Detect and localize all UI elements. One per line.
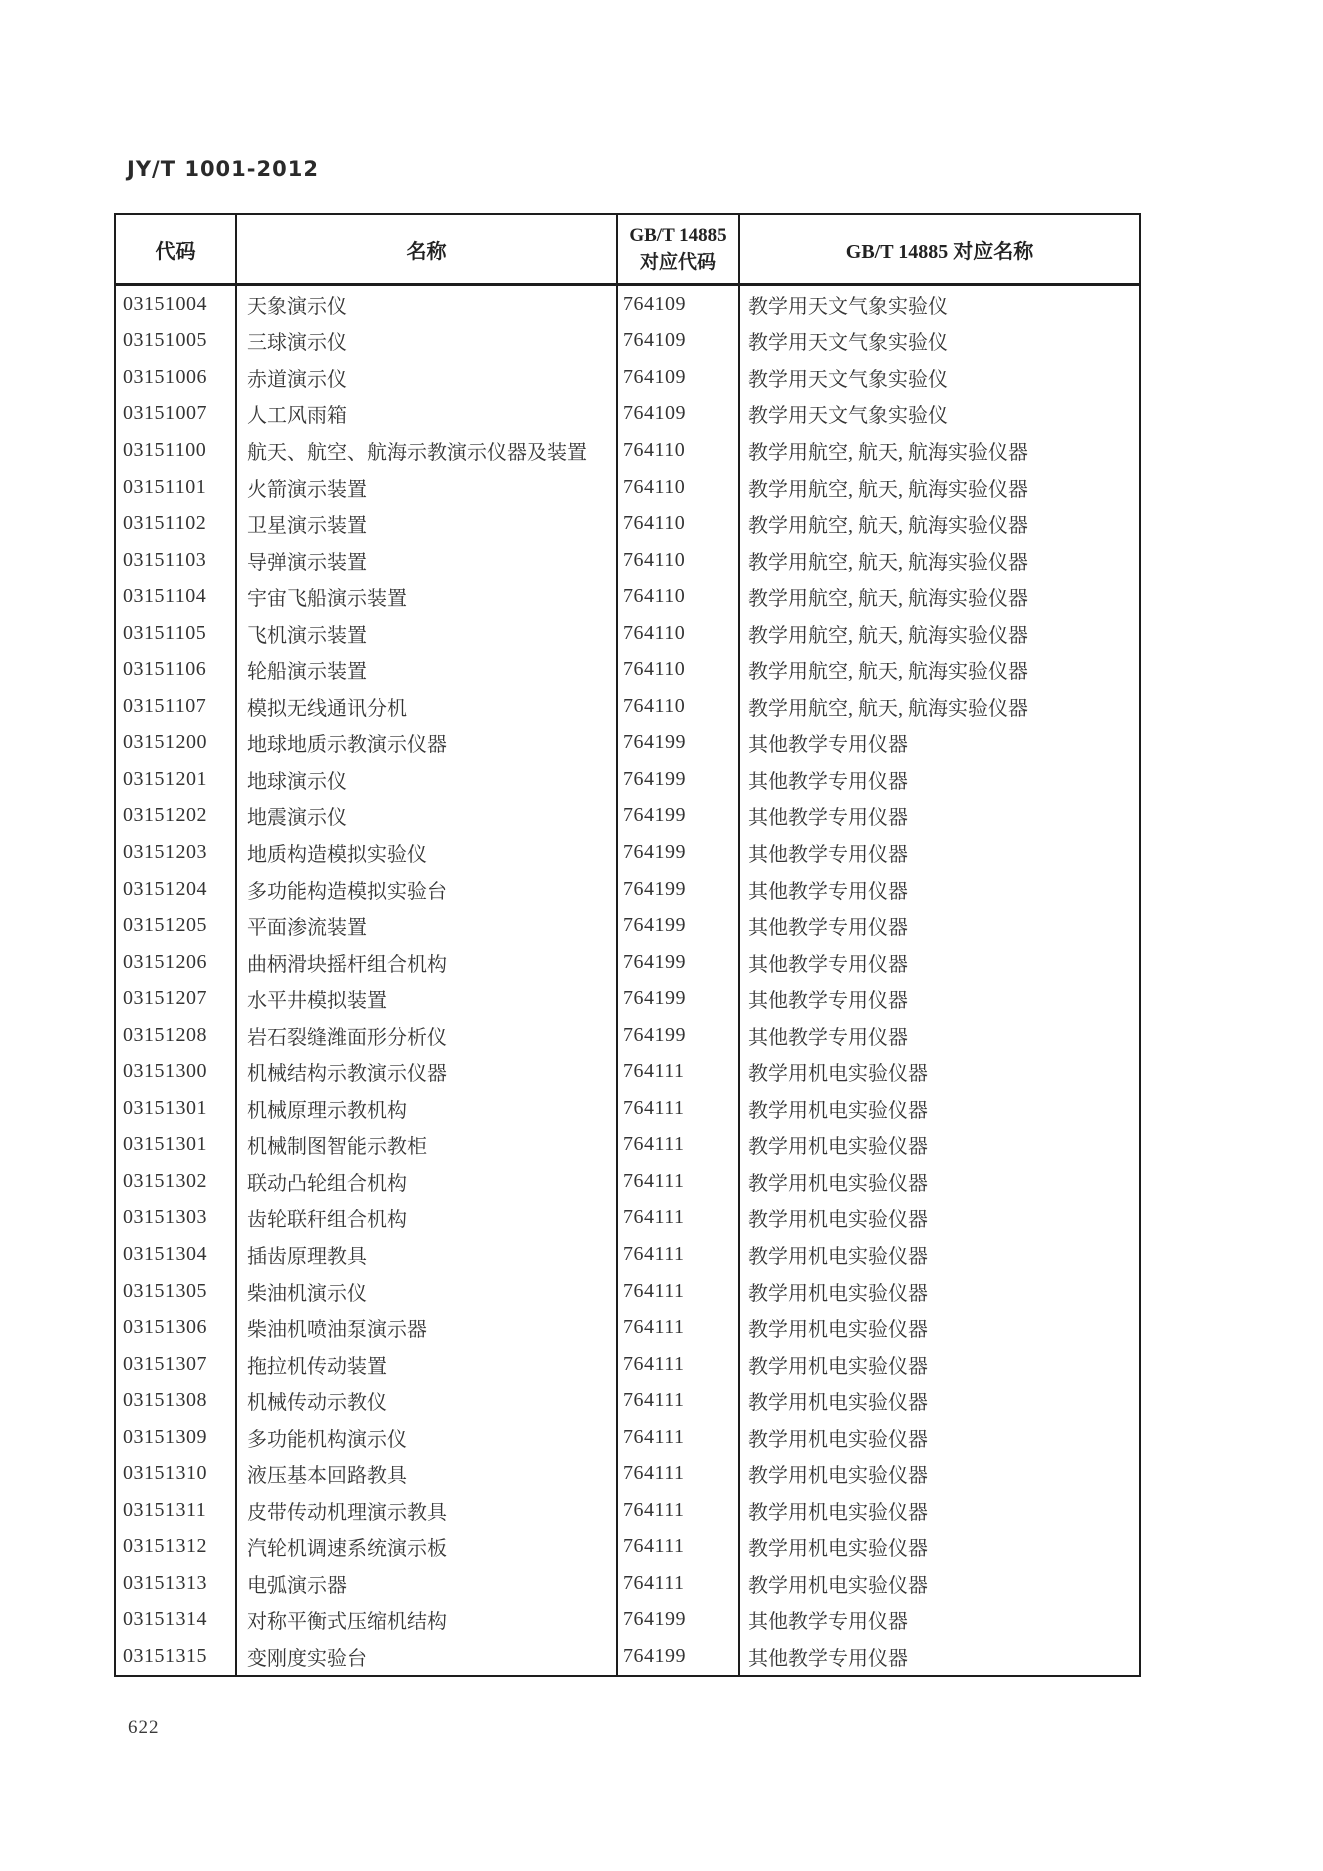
cell-gbt-code: 764111	[618, 1382, 740, 1419]
cell-gbt-name: 教学用航空, 航天, 航海实验仪器	[748, 661, 1028, 684]
cell-name: 皮带传动机理演示教具	[237, 1492, 618, 1529]
cell-gbt-name: 教学用机电实验仪器	[748, 1099, 928, 1122]
cell-name: 导弹演示装置	[237, 542, 618, 579]
cell-gbt-name: 教学用机电实验仪器	[748, 1172, 928, 1195]
cell-name: 机械制图智能示教柜	[237, 1127, 618, 1164]
table-row	[116, 505, 1139, 542]
cell-code: 03151315	[116, 1638, 237, 1675]
table-row	[116, 1456, 1139, 1493]
cell-code: 03151307	[116, 1346, 237, 1383]
cell-code: 03151304	[116, 1236, 237, 1273]
cell-gbt-name: 教学用机电实验仪器	[748, 1538, 928, 1561]
cell-name: 模拟无线通讯分机	[237, 688, 618, 725]
cell-gbt-code: 764109	[618, 359, 740, 396]
cell-gbt-name: 其他教学专用仪器	[748, 843, 908, 866]
table-row	[116, 1200, 1139, 1237]
cell-code: 03151100	[116, 432, 237, 469]
cell-gbt-name: 其他教学专用仪器	[748, 953, 908, 976]
cell-gbt-code: 764199	[618, 907, 740, 944]
cell-gbt-code: 764110	[618, 432, 740, 469]
cell-code: 03151314	[116, 1602, 237, 1639]
cell-code: 03151301	[116, 1127, 237, 1164]
cell-gbt-name: 教学用机电实验仪器	[748, 1209, 928, 1232]
cell-code: 03151006	[116, 359, 237, 396]
cell-code: 03151301	[116, 1090, 237, 1127]
cell-gbt-name: 教学用机电实验仪器	[748, 1465, 928, 1488]
cell-name: 卫星演示装置	[237, 505, 618, 542]
cell-name: 水平井模拟装置	[237, 980, 618, 1017]
cell-gbt-name: 教学用机电实验仪器	[748, 1392, 928, 1415]
cell-gbt-code: 764111	[618, 1200, 740, 1237]
table-row	[116, 725, 1139, 762]
cell-code: 03151005	[116, 323, 237, 360]
table-row	[116, 798, 1139, 835]
cell-code: 03151007	[116, 396, 237, 433]
cell-gbt-code: 764111	[618, 1346, 740, 1383]
table-row	[116, 1090, 1139, 1127]
cell-gbt-name: 教学用机电实验仪器	[748, 1136, 928, 1159]
cell-name: 岩石裂缝潍面形分析仪	[237, 1017, 618, 1054]
cell-gbt-name: 教学用天文气象实验仪	[748, 295, 948, 318]
cell-code: 03151205	[116, 907, 237, 944]
table-row	[116, 651, 1139, 688]
cell-name: 天象演示仪	[237, 286, 618, 323]
cell-code: 03151102	[116, 505, 237, 542]
cell-gbt-name: 教学用机电实验仪器	[748, 1428, 928, 1451]
cell-gbt-code: 764110	[618, 651, 740, 688]
table-rows	[116, 286, 1139, 1675]
table-row	[116, 907, 1139, 944]
cell-gbt-code: 764111	[618, 1456, 740, 1493]
cell-name: 三球演示仪	[237, 323, 618, 360]
cell-code: 03151203	[116, 834, 237, 871]
table-row	[116, 396, 1139, 433]
cell-gbt-code: 764110	[618, 615, 740, 652]
header-gbt-code	[618, 215, 740, 283]
cell-gbt-code: 764111	[618, 1419, 740, 1456]
table-row	[116, 578, 1139, 615]
cell-gbt-name: 教学用机电实验仪器	[748, 1282, 928, 1305]
cell-name: 飞机演示装置	[237, 615, 618, 652]
cell-gbt-code: 764199	[618, 871, 740, 908]
cell-code: 03151202	[116, 798, 237, 835]
cell-gbt-code: 764199	[618, 1602, 740, 1639]
table-row	[116, 1017, 1139, 1054]
cell-name: 地球演示仪	[237, 761, 618, 798]
cell-gbt-code: 764199	[618, 798, 740, 835]
cell-gbt-name: 教学用天文气象实验仪	[748, 368, 948, 391]
cell-name: 火箭演示装置	[237, 469, 618, 506]
cell-gbt-code: 764111	[618, 1565, 740, 1602]
table-row	[116, 1309, 1139, 1346]
cell-code: 03151305	[116, 1273, 237, 1310]
table-row	[116, 1419, 1139, 1456]
cell-gbt-name: 其他教学专用仪器	[748, 880, 908, 903]
cell-gbt-code: 764110	[618, 578, 740, 615]
cell-name: 液压基本回路教具	[237, 1456, 618, 1493]
cell-code: 03151310	[116, 1456, 237, 1493]
cell-gbt-name: 其他教学专用仪器	[748, 917, 908, 940]
cell-gbt-code: 764111	[618, 1529, 740, 1566]
table-row	[116, 1529, 1139, 1566]
table-row	[116, 1565, 1139, 1602]
page-number: 622	[128, 1717, 160, 1738]
cell-gbt-name: 教学用机电实验仪器	[748, 1574, 928, 1597]
cell-name: 地球地质示教演示仪器	[237, 725, 618, 762]
cell-gbt-code: 764109	[618, 286, 740, 323]
cell-gbt-name: 教学用航空, 航天, 航海实验仪器	[748, 588, 1028, 611]
cell-gbt-code: 764111	[618, 1163, 740, 1200]
cell-code: 03151101	[116, 469, 237, 506]
table-row	[116, 1638, 1139, 1675]
cell-gbt-code: 764110	[618, 505, 740, 542]
cell-gbt-code: 764111	[618, 1309, 740, 1346]
cell-gbt-code: 764109	[618, 396, 740, 433]
cell-gbt-code: 764110	[618, 542, 740, 579]
cell-code: 03151201	[116, 761, 237, 798]
cell-name: 机械结构示教演示仪器	[237, 1053, 618, 1090]
table-row	[116, 1163, 1139, 1200]
cell-gbt-code: 764199	[618, 1638, 740, 1675]
cell-name: 对称平衡式压缩机结构	[237, 1602, 618, 1639]
cell-code: 03151300	[116, 1053, 237, 1090]
cell-code: 03151004	[116, 286, 237, 323]
table-header-row	[116, 215, 1139, 286]
cell-gbt-name: 教学用航空, 航天, 航海实验仪器	[748, 624, 1028, 647]
table-row	[116, 980, 1139, 1017]
cell-gbt-name: 其他教学专用仪器	[748, 734, 908, 757]
cell-gbt-code: 764199	[618, 834, 740, 871]
cell-gbt-code: 764111	[618, 1273, 740, 1310]
classification-table	[114, 213, 1141, 1677]
cell-gbt-code: 764110	[618, 469, 740, 506]
cell-gbt-code: 764110	[618, 688, 740, 725]
cell-code: 03151306	[116, 1309, 237, 1346]
cell-code: 03151207	[116, 980, 237, 1017]
table-row	[116, 1273, 1139, 1310]
cell-name: 多功能机构演示仪	[237, 1419, 618, 1456]
cell-gbt-name: 教学用机电实验仪器	[748, 1501, 928, 1524]
cell-code: 03151208	[116, 1017, 237, 1054]
cell-code: 03151105	[116, 615, 237, 652]
cell-gbt-name: 教学用机电实验仪器	[748, 1319, 928, 1342]
table-row	[116, 688, 1139, 725]
table-row	[116, 1236, 1139, 1273]
cell-gbt-code: 764199	[618, 944, 740, 981]
cell-code: 03151308	[116, 1382, 237, 1419]
table-row	[116, 871, 1139, 908]
cell-name: 汽轮机调速系统演示板	[237, 1529, 618, 1566]
table-row	[116, 432, 1139, 469]
cell-gbt-name: 其他教学专用仪器	[748, 770, 908, 793]
cell-gbt-code: 764109	[618, 323, 740, 360]
cell-name: 拖拉机传动装置	[237, 1346, 618, 1383]
cell-name: 人工风雨箱	[237, 396, 618, 433]
table-row	[116, 1346, 1139, 1383]
cell-code: 03151312	[116, 1529, 237, 1566]
cell-gbt-name: 教学用航空, 航天, 航海实验仪器	[748, 478, 1028, 501]
cell-code: 03151103	[116, 542, 237, 579]
cell-name: 机械传动示教仪	[237, 1382, 618, 1419]
cell-code: 03151206	[116, 944, 237, 981]
table-row	[116, 1492, 1139, 1529]
header-gbt-code-line1: GB/T 14885	[629, 225, 727, 246]
cell-gbt-code: 764199	[618, 761, 740, 798]
cell-code: 03151311	[116, 1492, 237, 1529]
cell-gbt-name: 教学用机电实验仪器	[748, 1245, 928, 1268]
cell-gbt-name: 教学用航空, 航天, 航海实验仪器	[748, 551, 1028, 574]
cell-gbt-name: 其他教学专用仪器	[748, 807, 908, 830]
cell-code: 03151309	[116, 1419, 237, 1456]
cell-name: 多功能构造模拟实验台	[237, 871, 618, 908]
cell-gbt-name: 教学用机电实验仪器	[748, 1355, 928, 1378]
cell-name: 地震演示仪	[237, 798, 618, 835]
cell-gbt-code: 764199	[618, 980, 740, 1017]
cell-gbt-code: 764111	[618, 1236, 740, 1273]
table-row	[116, 542, 1139, 579]
cell-code: 03151200	[116, 725, 237, 762]
table-row	[116, 1382, 1139, 1419]
header-name: 名称	[237, 215, 618, 283]
cell-gbt-name: 其他教学专用仪器	[748, 1648, 908, 1670]
cell-gbt-name: 教学用机电实验仪器	[748, 1063, 928, 1086]
cell-gbt-code: 764199	[618, 1017, 740, 1054]
cell-code: 03151303	[116, 1200, 237, 1237]
cell-name: 平面渗流装置	[237, 907, 618, 944]
cell-gbt-name: 教学用航空, 航天, 航海实验仪器	[748, 697, 1028, 720]
cell-name: 赤道演示仪	[237, 359, 618, 396]
cell-gbt-code: 764111	[618, 1053, 740, 1090]
cell-gbt-name: 教学用航空, 航天, 航海实验仪器	[748, 515, 1028, 538]
cell-name: 插齿原理教具	[237, 1236, 618, 1273]
cell-name: 机械原理示教机构	[237, 1090, 618, 1127]
cell-name: 轮船演示装置	[237, 651, 618, 688]
cell-gbt-code: 764111	[618, 1127, 740, 1164]
cell-code: 03151107	[116, 688, 237, 725]
cell-gbt-name: 教学用航空, 航天, 航海实验仪器	[748, 441, 1028, 464]
cell-gbt-name: 教学用天文气象实验仪	[748, 332, 948, 355]
table-row	[116, 286, 1139, 323]
cell-gbt-name: 其他教学专用仪器	[748, 990, 908, 1013]
cell-name: 齿轮联秆组合机构	[237, 1200, 618, 1237]
cell-name: 联动凸轮组合机构	[237, 1163, 618, 1200]
cell-gbt-name: 其他教学专用仪器	[748, 1026, 908, 1049]
table-row	[116, 1602, 1139, 1639]
table-row	[116, 469, 1139, 506]
header-code: 代码	[116, 215, 237, 283]
cell-code: 03151106	[116, 651, 237, 688]
cell-name: 柴油机喷油泵演示器	[237, 1309, 618, 1346]
cell-name: 航天、航空、航海示教演示仪器及装置	[237, 432, 618, 469]
cell-name: 电弧演示器	[237, 1565, 618, 1602]
table-row	[116, 359, 1139, 396]
cell-gbt-name: 其他教学专用仪器	[748, 1611, 908, 1634]
header-gbt-name: GB/T 14885 对应名称	[845, 240, 1034, 263]
document-code: JY/T 1001-2012	[127, 157, 319, 181]
cell-name: 变刚度实验台	[237, 1638, 618, 1675]
cell-gbt-code: 764111	[618, 1090, 740, 1127]
cell-code: 03151302	[116, 1163, 237, 1200]
cell-gbt-code: 764199	[618, 725, 740, 762]
cell-code: 03151204	[116, 871, 237, 908]
table-row	[116, 323, 1139, 360]
table-row	[116, 944, 1139, 981]
table-row	[116, 1127, 1139, 1164]
cell-name: 曲柄滑块摇杆组合机构	[237, 944, 618, 981]
cell-name: 柴油机演示仪	[237, 1273, 618, 1310]
cell-code: 03151313	[116, 1565, 237, 1602]
table-row	[116, 615, 1139, 652]
cell-gbt-name: 教学用天文气象实验仪	[748, 405, 948, 428]
cell-name: 宇宙飞船演示装置	[237, 578, 618, 615]
cell-name: 地质构造模拟实验仪	[237, 834, 618, 871]
table-row	[116, 761, 1139, 798]
table-row	[116, 834, 1139, 871]
cell-gbt-code: 764111	[618, 1492, 740, 1529]
table-row	[116, 1053, 1139, 1090]
cell-code: 03151104	[116, 578, 237, 615]
header-gbt-code-line2: 对应代码	[639, 252, 716, 273]
